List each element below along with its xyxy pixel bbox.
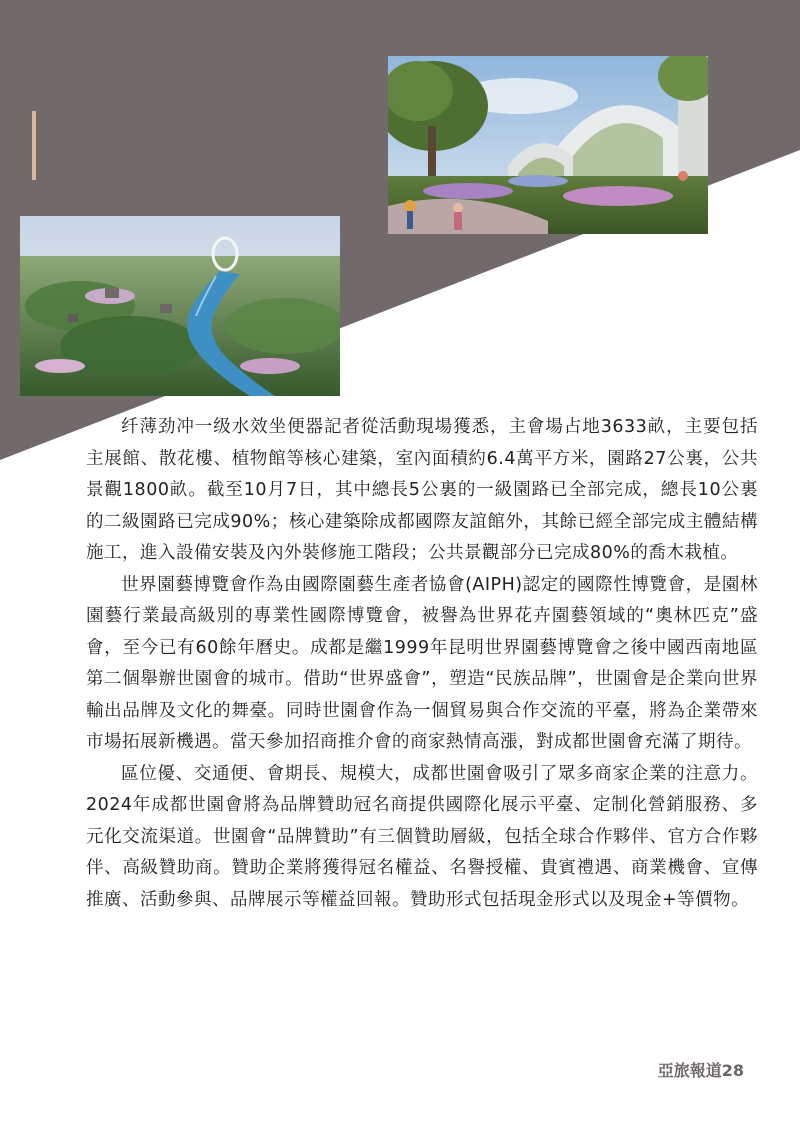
page-footer-label: 亞旅報道28	[657, 1061, 744, 1080]
garden-arches-photo	[388, 56, 708, 234]
article-paragraph-1: 纤薄劲冲一级水效坐便器記者從活動現場獲悉，主會場占地3633畝，主要包括主展館、散花樓、植物館等核心建築，室內面積約6.4萬平方米，園路27公裏，公共景觀1800畝。截至10月7日，其中總長5公裏的一級園路已全部完成，總長10公裏的二級園路已完成90%；核心建築除成都國際友誼館外，其餘已經全部完成主體結構施工，進入設備安裝及內外裝修施工階段；公共景觀部分已完成80%的喬木栽植。	[86, 417, 758, 563]
article-paragraph-2: 世界園藝博覽會作為由國際園藝生產者協會(AIPH)認定的國際性博覽會，是園林園藝行業最高級別的專業性國際博覽會，被譽為世界花卉園藝領域的“奧林匹克”盛會，至今已有60餘年曆史。成都是繼1999年昆明世界園藝博覽會之後中國西南地區第二個舉辦世園會的城市。借助“世界盛會”，塑造“民族品牌”，世園會是企業向世界輸出品牌及文化的舞臺。同時世園會作為一個貿易與合作交流的平臺，將為企業帶來市場拓展新機遇。當天參加招商推介會的商家熱情高漲，對成都世園會充滿了期待。	[86, 574, 758, 752]
accent-bar	[32, 111, 36, 180]
aerial-river-park-photo	[20, 216, 340, 396]
article-body	[86, 412, 758, 916]
article-paragraph-3: 區位優、交通便、會期長、規模大，成都世園會吸引了眾多商家企業的注意力。2024年成都世園會將為品牌贊助冠名商提供國際化展示平臺、定制化營銷服務、多元化交流渠道。世園會“品牌贊助”有三個贊助層級，包括全球合作夥伴、官方合作夥伴、高級贊助商。贊助企業將獲得冠名權益、名譽授權、貴賓禮遇、商業機會、宣傳推廣、活動參與、品牌展示等權益回報。贊助形式包括現金形式以及現金+等價物。	[86, 763, 758, 910]
